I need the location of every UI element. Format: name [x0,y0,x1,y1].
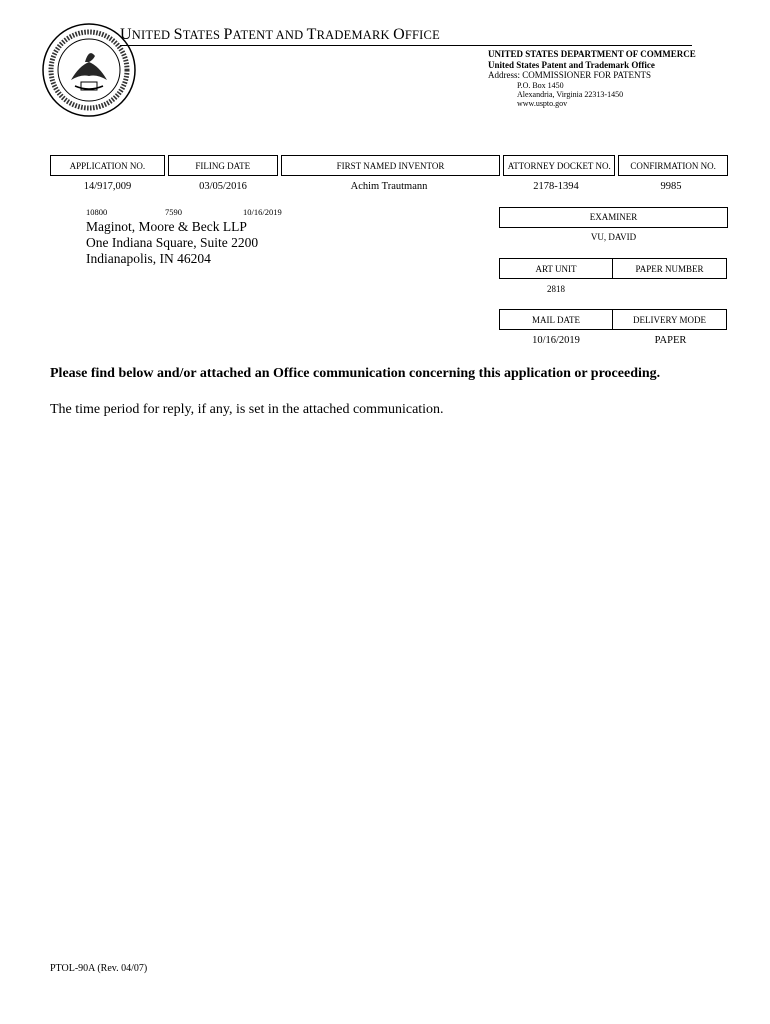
mailing-address [86,219,258,267]
address-city: Alexandria, Virginia 22313-1450 [517,89,624,99]
mail-date-value: 10/16/2019 [532,335,580,346]
address-po-box: P.O. Box 1450 [517,80,564,90]
art-unit-label: ART UNIT [499,258,613,279]
examiner-name: VU, DAVID [590,232,637,242]
delivery-mode-value: PAPER [654,335,687,346]
filing-date-value: 03/05/2016 [199,181,247,192]
application-no-value: 14/917,009 [83,181,132,192]
form-number: PTOL-90A (Rev. 04/07) [50,963,148,974]
art-unit-header [499,258,728,279]
correspondence-code: 7590 [165,207,182,217]
mail-header [499,309,728,330]
firm-name: Maginot, Moore & Beck LLP [86,219,247,234]
art-unit-value: 2818 [547,284,565,294]
delivery-mode-label: DELIVERY MODE [612,309,727,330]
title-divider [120,45,692,46]
header-filing-date: FILING DATE [168,156,277,176]
header-confirmation-no: CONFIRMATION NO. [619,156,728,176]
customer-number: 10800 [86,207,108,217]
paper-number-label: PAPER NUMBER [612,258,727,279]
first-named-inventor-value: Achim Trautmann [350,181,428,192]
office-title: UNITED STATES PATENT AND TRADEMARK OFFICE [120,26,440,43]
office-name: United States Patent and Trademark Office [488,59,655,70]
application-info-table [50,155,728,176]
firm-street: One Indiana Square, Suite 2200 [86,235,259,250]
address-line: Address: COMMISSIONER FOR PATENTS [488,70,651,80]
communication-notice: Please find below and/or attached an Office communication concerning this application or proceeding. [50,366,661,381]
office-address [488,49,696,108]
header-first-named-inventor: FIRST NAMED INVENTOR [281,156,500,176]
examiner-label: EXAMINER [499,207,728,228]
mail-date-label: MAIL DATE [499,309,613,330]
header-application-no: APPLICATION NO. [51,156,165,176]
firm-city: Indianapolis, IN 46204 [86,251,211,266]
confirmation-no-value: 9985 [660,181,682,192]
header-attorney-docket-no: ATTORNEY DOCKET NO. [504,156,615,176]
website: www.uspto.gov [517,98,568,108]
department-name: UNITED STATES DEPARTMENT OF COMMERCE [488,49,696,59]
attorney-docket-no-value: 2178-1394 [533,181,579,192]
correspondence-date: 10/16/2019 [243,207,282,217]
reply-period-text: The time period for reply, if any, is set in the attached communication. [50,402,444,417]
